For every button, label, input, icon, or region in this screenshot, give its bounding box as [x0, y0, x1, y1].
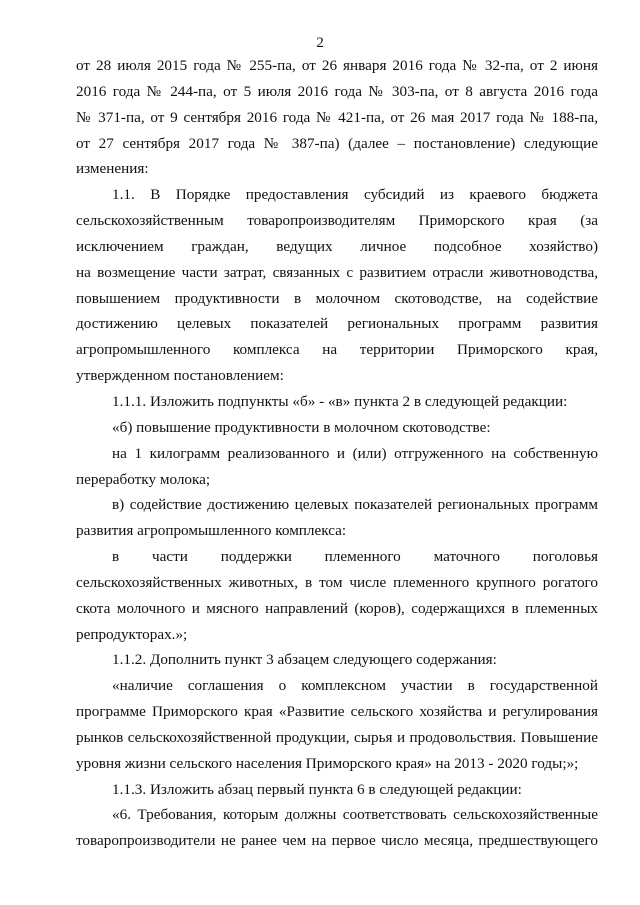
text-line: товаропроизводители не ранее чем на первое число месяца, предшествующего — [76, 832, 598, 850]
paragraph-p-1-1-1 — [76, 389, 598, 415]
text-line: «б) повышение продуктивности в молочном скотоводстве: — [112, 418, 491, 436]
paragraph-p-kg — [76, 441, 598, 493]
paragraph-p-1-1-2 — [76, 647, 598, 673]
text-line: сельскохозяйственных животных, в том числе племенного крупного рогатого — [76, 573, 598, 591]
text-line: развития агропромышленного комплекса: — [76, 522, 347, 540]
text-line: «6. Требования, которым должны соответствовать сельскохозяйственные — [112, 806, 598, 824]
text-line: достижению целевых показателей региональных программ развития — [76, 315, 598, 333]
text-line: 1.1.2. Дополнить пункт 3 абзацем следующего содержания: — [112, 651, 497, 669]
text-line: утвержденном постановлением: — [76, 367, 284, 385]
paragraph-p-v — [76, 492, 598, 544]
paragraph-p-b — [76, 415, 598, 441]
text-line: «наличие соглашения о комплексном участии в государственной — [112, 677, 598, 695]
paragraph-p-1-1 — [76, 182, 598, 389]
text-line: уровня жизни сельского населения Приморского края» на 2013 - 2020 годы;»; — [76, 754, 579, 772]
text-line: на возмещение части затрат, связанных с развитием отрасли животноводства, — [76, 263, 598, 281]
text-line: репродукторах.»; — [76, 625, 188, 643]
paragraph-p-quote — [76, 673, 598, 776]
text-line: от 27 сентября 2017 года № 387-па) (далее – постановление) следующие — [76, 134, 598, 152]
text-line: от 28 июля 2015 года № 255-па, от 26 января 2016 года № 32-па, от 2 июня — [76, 57, 598, 74]
paragraph-p-6 — [76, 802, 598, 854]
text-line: № 371-па, от 9 сентября 2016 года № 421-па, от 26 мая 2017 года № 188-па, — [76, 108, 598, 126]
text-line: переработку молока; — [76, 470, 211, 488]
text-line: агропромышленного комплекса на территории Приморского края, — [76, 341, 598, 359]
text-line: 1.1. В Порядке предоставления субсидий из краевого бюджета — [112, 186, 598, 204]
text-line: программе Приморского края «Развитие сельского хозяйства и регулирования — [76, 703, 598, 721]
text-line: в) содействие достижению целевых показателей региональных программ — [112, 496, 598, 514]
text-line: исключением граждан, ведущих личное подсобное хозяйство) — [76, 237, 598, 255]
text-line: скота молочного и мясного направлений (коров), содержащихся в племенных — [76, 599, 598, 617]
page-number: 2 — [316, 34, 324, 51]
document-body — [76, 53, 598, 854]
text-line: изменения: — [76, 160, 149, 178]
paragraph-p-v-part — [76, 544, 598, 647]
paragraph-intro — [76, 53, 598, 182]
text-line: повышением продуктивности в молочном скотоводстве, на содействие — [76, 289, 598, 307]
text-line: 1.1.1. Изложить подпункты «б» - «в» пункта 2 в следующей редакции: — [112, 392, 568, 410]
text-line: 1.1.3. Изложить абзац первый пункта 6 в следующей редакции: — [112, 780, 522, 798]
text-line: на 1 килограмм реализованного и (или) отгруженного на собственную — [112, 444, 598, 462]
text-line: 2016 года № 244-па, от 5 июля 2016 года № 303-па, от 8 августа 2016 года — [76, 82, 598, 100]
text-line: в части поддержки племенного маточного поголовья — [112, 548, 598, 566]
text-line: сельскохозяйственным товаропроизводителям Приморского края (за — [76, 212, 598, 230]
text-line: рынков сельскохозяйственной продукции, сырья и продовольствия. Повышение — [76, 728, 598, 746]
paragraph-p-1-1-3 — [76, 777, 598, 803]
